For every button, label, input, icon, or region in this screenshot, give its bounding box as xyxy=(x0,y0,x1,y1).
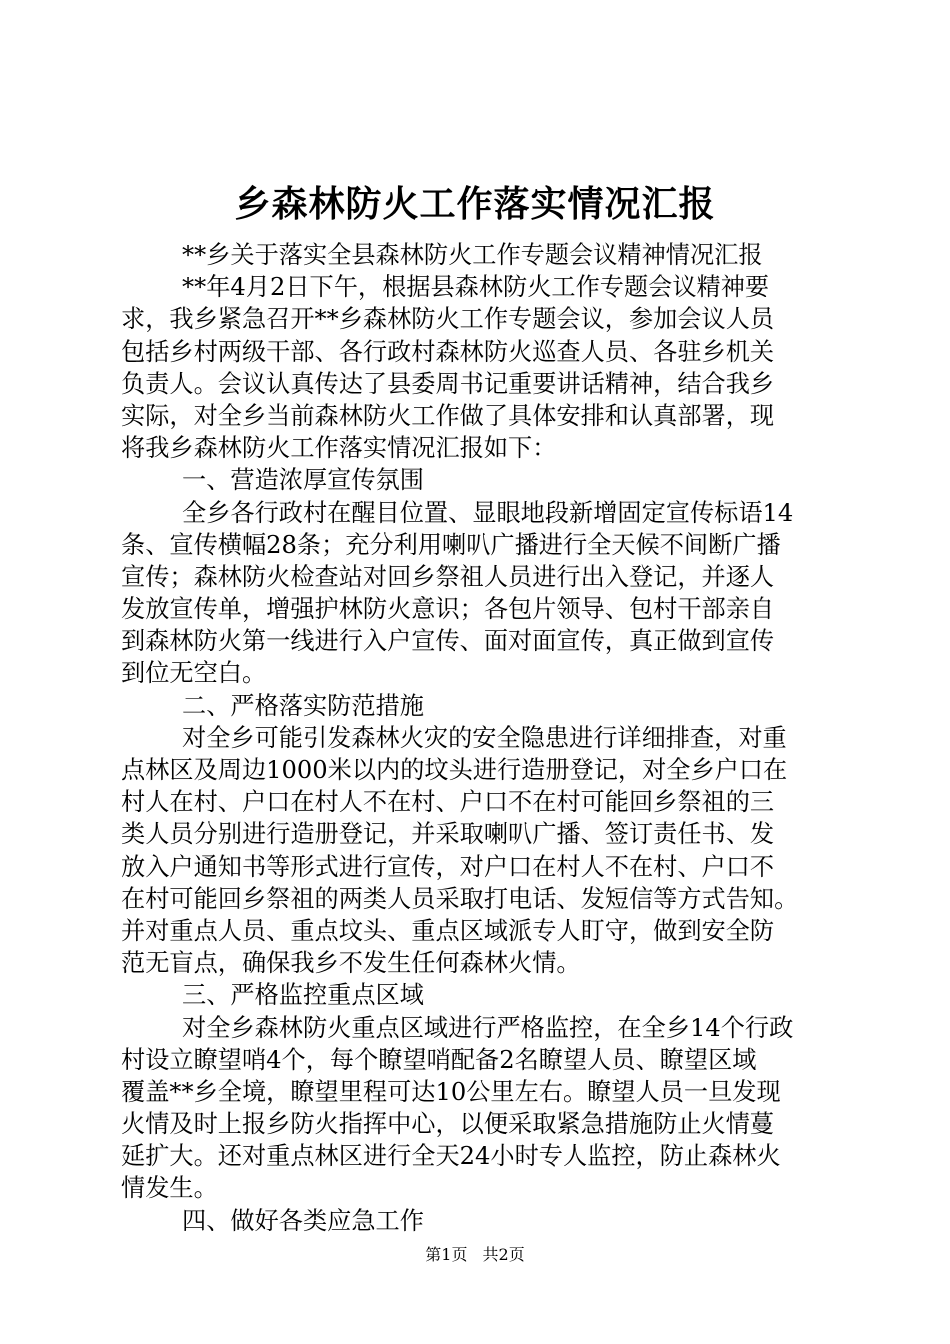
text-line: 范无盲点，确保我乡不发生任何森林火情。 xyxy=(121,949,581,978)
text-line: 包括乡村两级干部、各行政村森林防火巡查人员、各驻乡机关 xyxy=(121,337,775,366)
text-line: 将我乡森林防火工作落实情况汇报如下： xyxy=(121,434,557,463)
text-line: 在村可能回乡祭祖的两类人员采取打电话、发短信等方式告知。 xyxy=(121,884,799,913)
text-line: 到森林防火第一线进行入户宣传、面对面宣传，真正做到宣传 xyxy=(121,627,775,656)
text-line: 求，我乡紧急召开**乡森林防火工作专题会议，参加会议人员 xyxy=(121,305,775,334)
page-number: 第1页 xyxy=(425,1245,468,1264)
text-line: 村人在村、户口在村人不在村、户口不在村可能回乡祭祖的三 xyxy=(121,788,775,817)
text-line: 全乡各行政村在醒目位置、显眼地段新增固定宣传标语14 xyxy=(182,498,794,527)
text-line: 并对重点人员、重点坟头、重点区域派专人盯守，做到安全防 xyxy=(121,916,775,945)
text-line: 二、严格落实防范措施 xyxy=(182,691,424,720)
text-line: 延扩大。还对重点林区进行全天24小时专人监控，防止森林火 xyxy=(121,1142,781,1171)
text-line: 情发生。 xyxy=(121,1174,218,1203)
text-line: 村设立瞭望哨4个，每个瞭望哨配备2名瞭望人员、瞭望区域 xyxy=(121,1045,757,1074)
text-line: 覆盖**乡全境，瞭望里程可达10公里左右。瞭望人员一旦发现 xyxy=(121,1077,781,1106)
text-line: 负责人。会议认真传达了县委周书记重要讲话精神，结合我乡 xyxy=(121,369,775,398)
text-line: 到位无空白。 xyxy=(121,659,267,688)
text-line: 放入户通知书等形式进行宣传，对户口在村人不在村、户口不 xyxy=(121,852,775,881)
text-line: 四、做好各类应急工作 xyxy=(182,1206,424,1235)
text-line: 实际，对全乡当前森林防火工作做了具体安排和认真部署，现 xyxy=(121,401,775,430)
document-title: 乡森林防火工作落实情况汇报 xyxy=(234,184,716,225)
text-line: 对全乡可能引发森林火灾的安全隐患进行详细排查，对重 xyxy=(182,723,787,752)
text-line: 点林区及周边1000米以内的坟头进行造册登记，对全乡户口在 xyxy=(121,756,788,784)
text-line: 宣传；森林防火检查站对回乡祭祖人员进行出入登记，并逐人 xyxy=(121,562,775,591)
text-line: 发放宣传单，增强护林防火意识；各包片领导、包村干部亲自 xyxy=(121,595,775,624)
text-line: 一、营造浓厚宣传氛围 xyxy=(182,466,424,495)
page-total: 共2页 xyxy=(482,1245,525,1264)
text-line: **乡关于落实全县森林防火工作专题会议精神情况汇报 xyxy=(182,241,763,269)
document-body xyxy=(121,239,833,1237)
text-line: 类人员分别进行造册登记，并采取喇叭广播、签订责任书、发 xyxy=(121,820,775,849)
page-footer xyxy=(0,1244,950,1266)
text-line: 对全乡森林防火重点区域进行严格监控，在全乡14个行政 xyxy=(182,1013,794,1042)
text-line: 火情及时上报乡防火指挥中心，以便采取紧急措施防止火情蔓 xyxy=(121,1110,775,1139)
text-line: 三、严格监控重点区域 xyxy=(182,981,424,1010)
text-line: 条、宣传横幅28条；充分利用喇叭广播进行全天候不间断广播 xyxy=(121,530,781,559)
text-line: **年4月2日下午，根据县森林防火工作专题会议精神要 xyxy=(182,273,770,302)
